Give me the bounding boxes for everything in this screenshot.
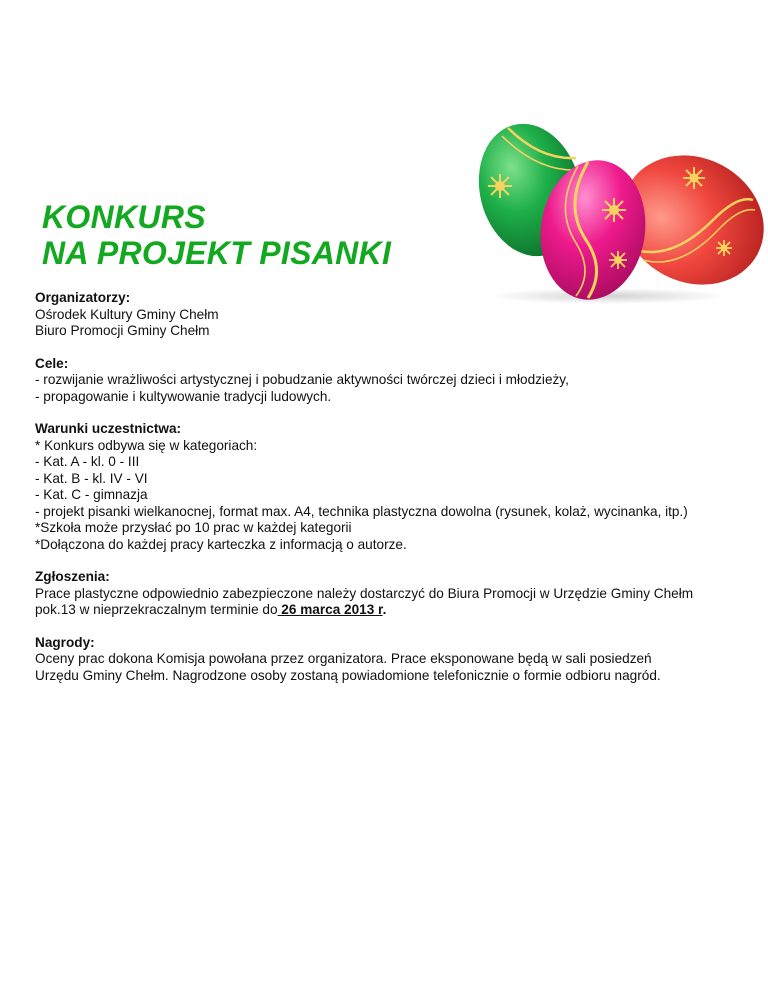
organizers-heading: Organizatorzy: [35,290,131,305]
organizers-section [35,290,735,340]
deadline-date: 26 marca 2013 r [277,602,383,617]
submissions-section [35,569,735,619]
condition-line: - Kat. A - kl. 0 - III [35,454,140,469]
goals-heading: Cele: [35,355,69,371]
conditions-heading: Warunki uczestnictwa: [35,421,182,436]
submissions-line-1: Prace plastyczne odpowiednio zabezpieczone należy dostarczyć do Biura Promocji w Urzędzie Gminy Chełm [35,585,694,601]
submissions-deadline-text: pok.13 w nieprzekraczalnym terminie do [35,602,278,617]
organizer-line: Ośrodek Kultury Gminy Chełm [35,306,219,322]
page-title [42,199,391,271]
goals-section [35,356,735,406]
condition-line: - Kat. C - gimnazja [35,487,148,502]
condition-line: - Kat. B - kl. IV - VI [35,470,148,486]
conditions-section [35,421,735,553]
announcement-body [35,290,735,700]
awards-heading: Nagrody: [35,634,95,650]
condition-line: * Konkurs odbywa się w kategoriach: [35,437,258,453]
awards-section [35,635,735,685]
awards-line: Oceny prac dokona Komisja powołana przez organizatora. Prace eksponowane będą w sali posiedzeń [35,651,652,666]
title-line-2: NA PROJEKT PISANKI [42,235,392,271]
submissions-line-2 [35,602,735,619]
submissions-heading: Zgłoszenia: [35,569,110,584]
goal-line: - rozwijanie wrażliwości artystycznej i pobudzanie aktywności twórczej dzieci i młodzieży, [35,372,569,387]
goal-line: - propagowanie i kultywowanie tradycji ludowych. [35,388,332,404]
condition-line: - projekt pisanki wielkanocnej, format max. A4, technika plastyczna dowolna (rysunek, kolaż, wycinanka, itp.) [35,503,688,519]
organizer-line: Biuro Promocji Gminy Chełm [35,323,210,338]
condition-line: *Szkoła może przysłać po 10 prac w każdej kategorii [35,520,352,535]
title-line-1: KONKURS [42,199,206,235]
condition-line: *Dołączona do każdej pracy karteczka z informacją o autorze. [35,536,407,552]
awards-line: Urzędu Gminy Chełm. Nagrodzone osoby zostaną powiadomione telefonicznie o formie odbioru nagród. [35,667,661,683]
easter-eggs-illustration [468,110,768,305]
deadline-period: . [382,602,387,617]
